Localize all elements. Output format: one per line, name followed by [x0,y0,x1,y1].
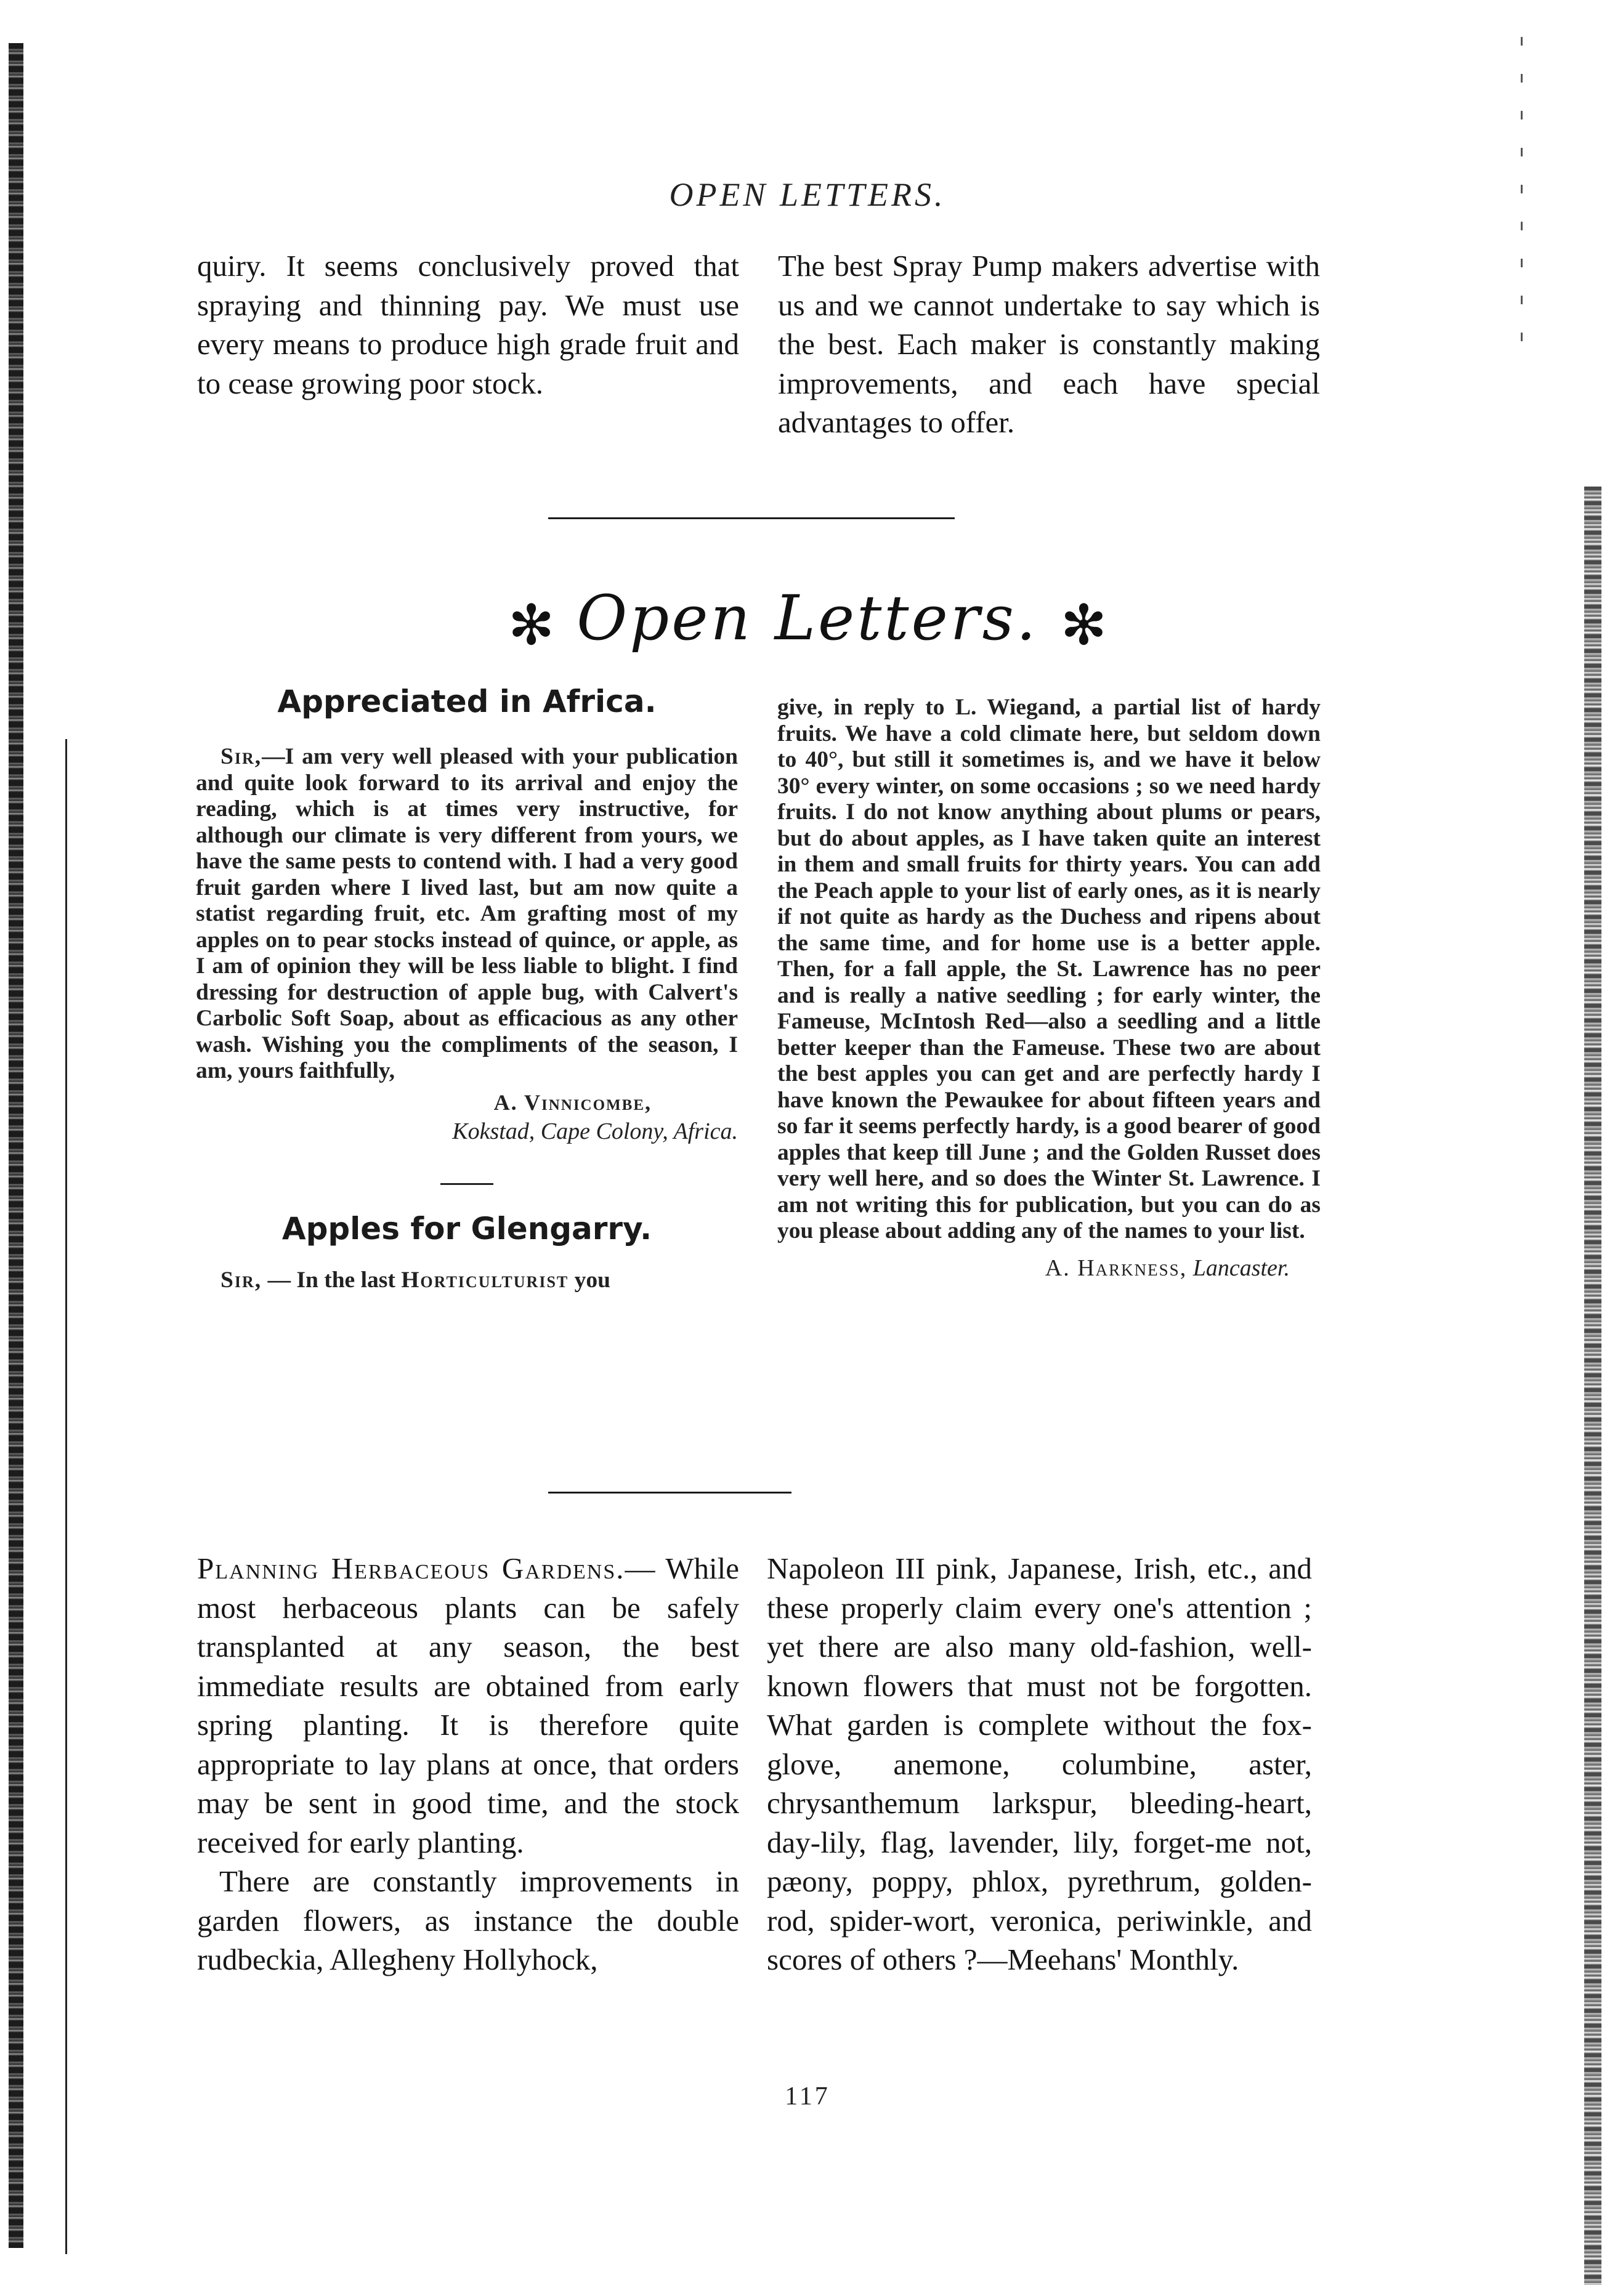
scan-edge-right [1584,487,1601,2285]
top-right-paragraph: The best Spray Pump makers advertise with us and we cannot undertake to say which is the best. Each maker is constantly making improvements, and each have special advantages to offer. [778,249,1320,439]
letter2-opening [196,1267,738,1294]
letter1-place: Kokstad, Cape Colony, Africa. [452,1118,738,1144]
letter2-continuation: give, in reply to L. Wiegand, a partial list of hardy fruits. We have a cold climate here, but seldom down to 40°, but still it sometimes is, and we have it below 30° every winter, on some occasions ; so we need hardy fruits. I do not know anything about plums or pears, but do about apples, as I have taken quite an interest in them and small fruits for thirty years. You can add the Peach apple to your list of early ones, as it is nearly if not quite as hardy as the Duchess and ripens about the same time, and for home use is a better apple. Then, for a fall apple, the St. Lawrence has no peer and is really a native seedling ; for early winter, the Fameuse, McIntosh Red—also a seedling and a little better keeper than the Fameuse. These two are about the best apples you can get and are perfectly hardy I have known the Pewaukee for about fifteen years and so far it seems perfectly hardy, is a good bearer of good apples that keep till June ; and the Golden Russet does very well here, and so does the Winter St. Lawrence. I am not writing this for publication, but you can do as you please about adding any of the names to your list. [777,695,1321,1243]
article-heading: Planning Herbaceous Gardens. [197,1551,625,1585]
article-paragraph-1 [197,1549,739,1862]
article-p1-text: While most herbaceous plants can be safely transplanted at any season, the best immediate results are obtained from early spring planting. It is therefore quite appropriate to lay plans at once, that orders may be sent in good time, and the stock received for early planting. [197,1551,739,1859]
section-divider-top [548,517,955,519]
open-letters-banner [0,582,1615,658]
letter1-body [196,744,738,1085]
letter2-headline: Apples for Glengarry. [281,1210,652,1247]
letter2-opening-post: you [569,1267,610,1293]
letters-right-column [777,695,1321,1282]
running-head: OPEN LETTERS. [669,176,946,213]
letter1-salutation: Sir, [221,744,262,769]
article-right-paragraph: Napoleon III pink, Japanese, Irish, etc., and these properly claim every one's attention ; yet there are also many old-fashion, well-known flowers that must not be forgotten. What garden is complete without the fox-glove, anemone, columbine, aster, chrysanthemum larkspur, bleeding-heart, day-lily, flag, lavender, lily, forget-me not, pæony, poppy, phlox, pyrethrum, golden-rod, spider-wort, veronica, periwinkle, and scores of others ?—Meehans' Monthly. [767,1551,1312,1976]
ornament-left-icon: ✻ [508,595,555,657]
banner-title: Open Letters. [577,582,1038,654]
ornament-right-icon: ✻ [1060,595,1107,657]
section-divider-bottom [548,1492,791,1494]
letter1-signature: A. Vinnicombe, [493,1089,652,1115]
top-right-column [778,246,1320,442]
article-right-column [767,1549,1312,1979]
article-left-column [197,1549,739,1979]
scan-line-left [65,739,67,2254]
letters-left-column [196,684,738,1293]
top-left-paragraph: quiry. It seems conclusively proved that spraying and thinning pay. We must use every means to produce high grade fruit and to cease growing poor stock. [197,249,739,400]
article-paragraph-2: There are constantly improvements in garden flowers, as instance the double rudbeckia, Allegheny Hollyhock, [197,1864,739,1976]
scan-edge-left [9,43,23,2248]
letter1-text: —I am very well pleased with your publication and quite look forward to its arrival and enjoy the reading, which is at times very instructive, for although our climate is very different from yours, we have the same pests to contend with. I had a very good fruit garden where I lived last, but am now quite a statist regarding fruit, etc. Am grafting most of my apples on to pear stocks instead of quince, or apple, as I am of opinion they will be less liable to blight. I find dressing for destruction of apple bug, with Calvert's Carbolic Soft Soap, about as efficacious as any other wash. Wishing you the compliments of the season, I am, yours faithfully, [196,744,738,1083]
letter1-headline: Appreciated in Africa. [277,684,657,719]
letter-divider [440,1183,493,1185]
letter2-salutation: Sir, [221,1267,262,1293]
top-left-column [197,246,739,403]
letter2-journal: Horticulturist [401,1267,569,1293]
letter2-signature-name: A. Harkness, [1045,1255,1188,1281]
page-number: 117 [785,2082,830,2111]
letter2-signature [777,1255,1290,1282]
article-dash: — [625,1551,655,1585]
letter2-opening-pre: — In the last [262,1267,402,1293]
letter2-signature-place: Lancaster. [1192,1255,1290,1281]
